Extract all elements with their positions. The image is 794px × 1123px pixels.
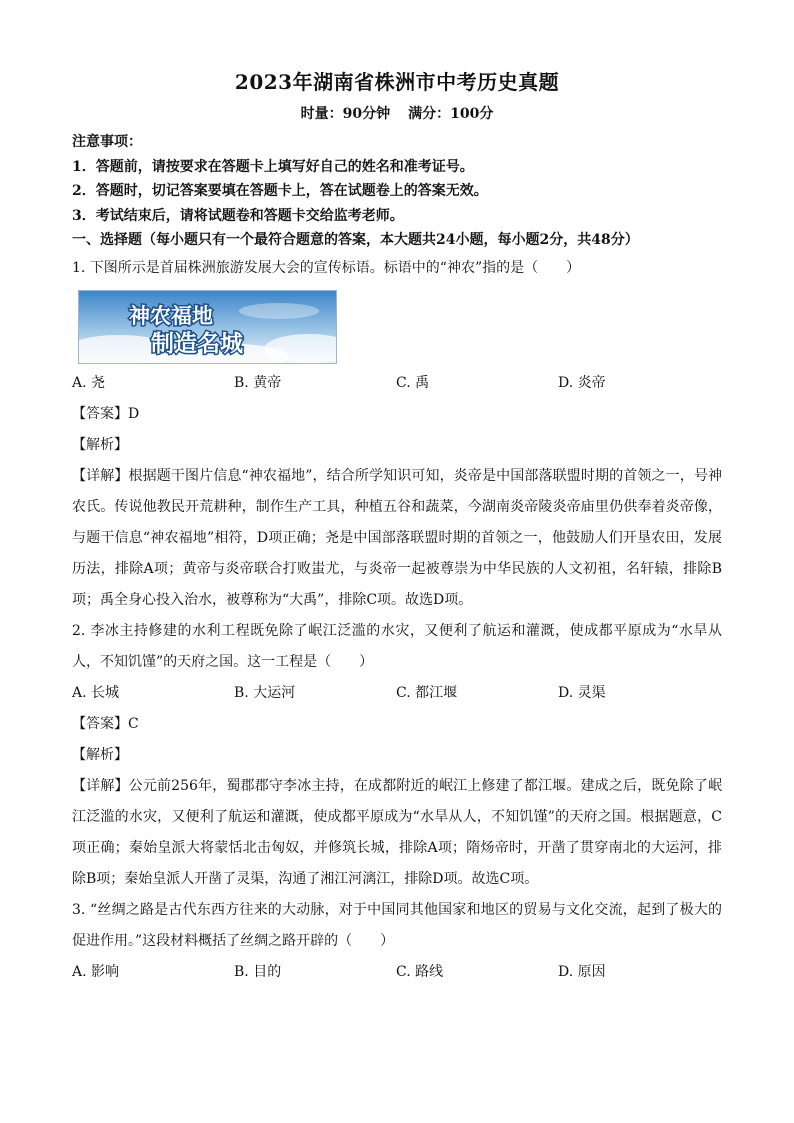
notes-section (72, 130, 722, 228)
document-title: 2023年湖南省株洲市中考历史真题 (234, 70, 560, 94)
option-a: A. 尧 (72, 374, 106, 391)
question-stem: 2. 李冰主持修建的水利工程既免除了岷江泛滥的水灾，又便利了航运和灌溉，使成都平原成为“水旱从人，不知饥馑”的天府之国。这一工程是（ ） (72, 622, 722, 670)
question-3 (72, 895, 722, 988)
notes-item: 3．考试结束后，请将试题卷和答题卡交给监考老师。 (72, 207, 404, 224)
exam-time: 时量：90分钟 (300, 106, 391, 122)
option-d: D. 原因 (558, 963, 606, 980)
option-d: D. 灵渠 (558, 684, 606, 701)
option-b: B. 黄帝 (234, 374, 282, 391)
answer-label: 【答案】C (72, 715, 139, 732)
question-1 (72, 253, 722, 616)
section-heading: 一、选择题（每小题只有一个最符合题意的答案，本大题共24小题，每小题2分，共48分） (72, 232, 639, 248)
slogan-line-1: 神农福地 (129, 303, 213, 328)
options-row (72, 678, 722, 709)
question-stem: 3. “丝绸之路是古代东西方往来的大动脉，对于中国同其他国家和地区的贸易与文化交流，起到了极大的促进作用。”这段材料概括了丝绸之路开辟的（ ） (72, 901, 722, 949)
slogan-banner-image (78, 290, 337, 364)
detail-explanation: 【详解】根据题干图片信息“神农福地”，结合所学知识可知，炎帝是中国部落联盟时期的首领之一，号神农氏。传说他教民开荒耕种，制作生产工具，种植五谷和蔬菜，今湖南炎帝陵炎帝庙里仍供奉着炎帝像，与题干信息“神农福地”相符，D项正确；尧是中国部落联盟时期的首领之一，他鼓励人们开垦农田，发展历法，排除A项；黄帝与炎帝联合打败蚩尤，与炎帝一起被尊崇为中华民族的人文初祖，名轩辕，排除B项；禹全身心投入治水，被尊称为“大禹”，排除C项。故选D项。 (72, 467, 722, 608)
option-a: A. 影响 (72, 963, 120, 980)
notes-heading: 注意事项： (72, 134, 142, 150)
notes-item: 2．答题时，切记答案要填在答题卡上，答在试题卷上的答案无效。 (72, 183, 488, 199)
option-b: B. 目的 (234, 963, 282, 980)
exam-full-score: 满分：100分 (408, 106, 494, 122)
options-row (72, 957, 722, 988)
answer-label: 【答案】D (72, 405, 140, 422)
option-b: B. 大运河 (234, 684, 296, 701)
analysis-label: 【解析】 (72, 436, 128, 453)
option-c: C. 都江堰 (396, 684, 458, 701)
detail-explanation: 【详解】公元前256年，蜀郡郡守李冰主持，在成都附近的岷江上修建了都江堰。建成之后，既免除了岷江泛滥的水灾，又便利了航运和灌溉，使成都平原成为“水旱从人，不知饥馑”的天府之国。根据题意，C项正确；秦始皇派大将蒙恬北击匈奴，并修筑长城，排除A项；隋炀帝时，开凿了贯穿南北的大运河，排除B项；秦始皇派人开凿了灵渠，沟通了湘江河漓江，排除D项。故选C项。 (72, 777, 722, 887)
document-subtitle (0, 103, 794, 123)
notes-item: 1．答题前，请按要求在答题卡上填写好自己的姓名和准考证号。 (72, 158, 474, 175)
analysis-label: 【解析】 (72, 746, 128, 763)
option-a: A. 长城 (72, 684, 120, 701)
options-row (72, 368, 722, 399)
option-c: C. 禹 (396, 374, 430, 391)
option-c: C. 路线 (396, 963, 444, 980)
question-2 (72, 616, 722, 895)
slogan-line-2: 制造名城 (151, 330, 243, 357)
option-d: D. 炎帝 (558, 374, 606, 391)
document-body (72, 130, 722, 988)
question-stem: 1. 下图所示是首届株洲旅游发展大会的宣传标语。标语中的“神农”指的是（ ） (72, 259, 581, 276)
